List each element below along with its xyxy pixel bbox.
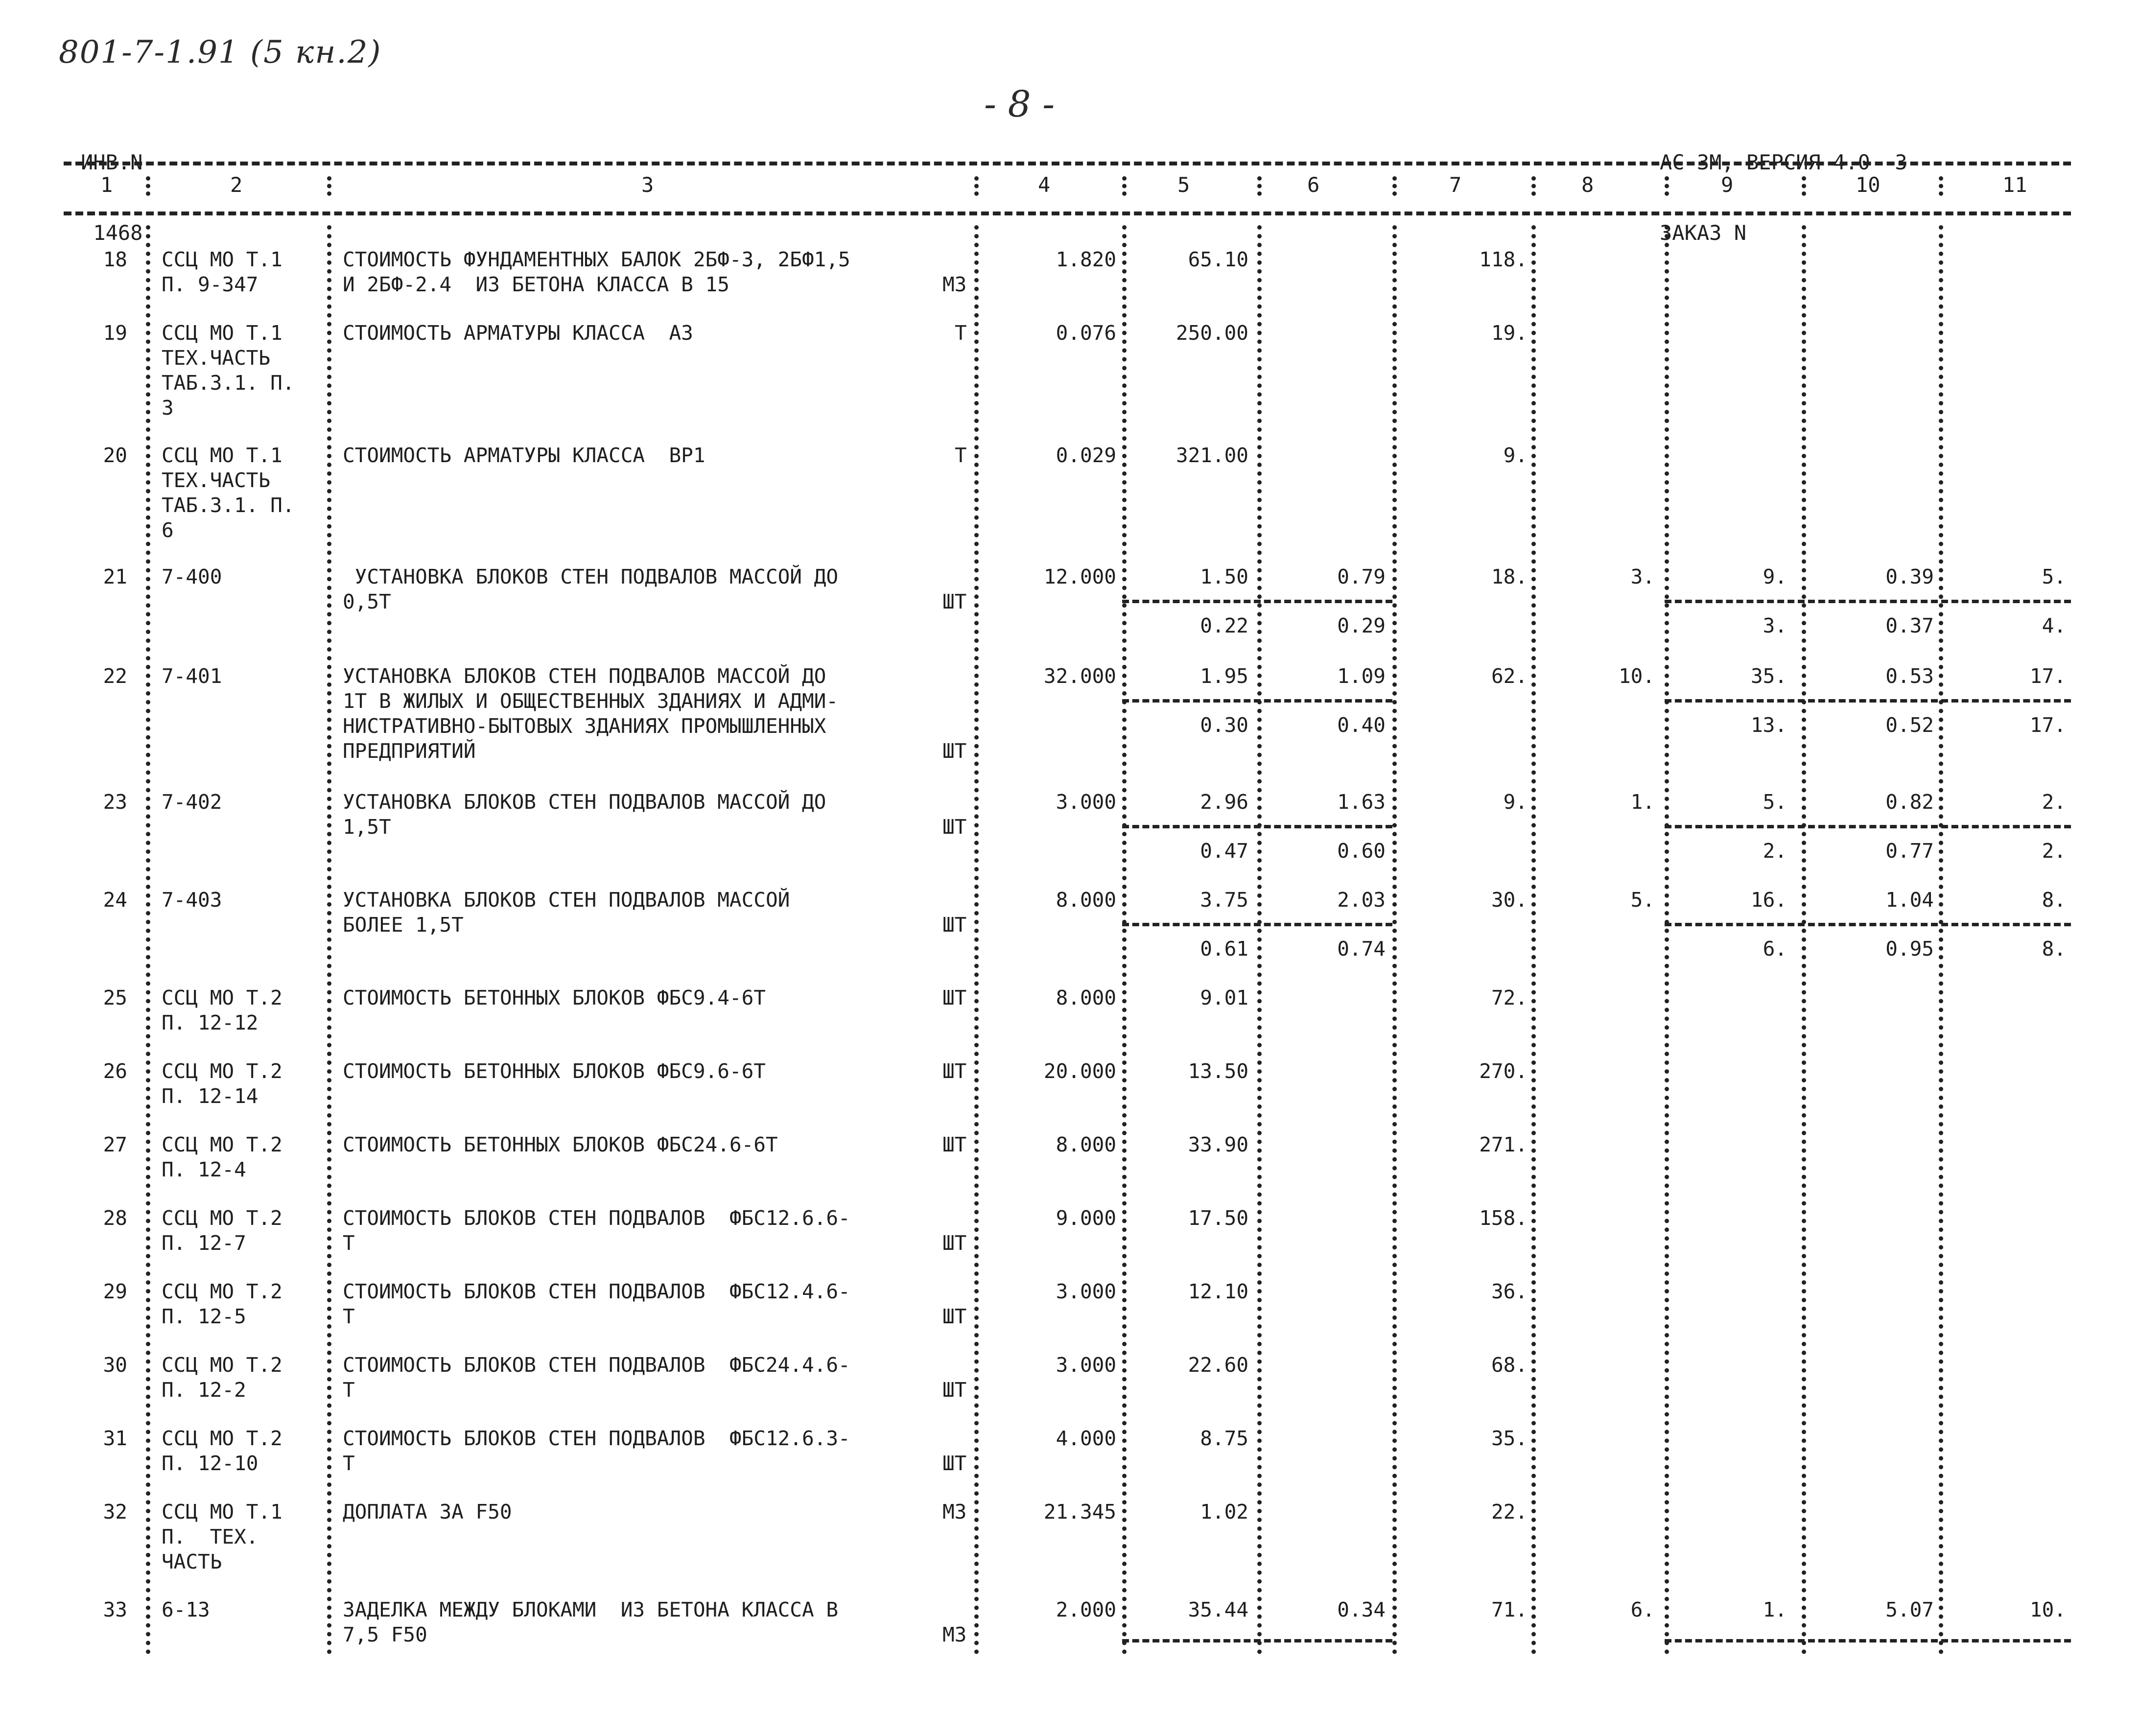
row-number: 33 (103, 1598, 127, 1621)
total-cost: 30. (1491, 888, 1528, 912)
unit: ШТ (942, 1133, 967, 1156)
code-line: 7-403 (162, 888, 222, 912)
unit-cost: 12.10 (1188, 1280, 1248, 1303)
sub-row-divider (1665, 825, 2071, 828)
sub-row-divider (1665, 600, 2071, 603)
total-cost: 72. (1491, 986, 1528, 1009)
sub-row-divider (1122, 1639, 1392, 1642)
header-separator (327, 176, 331, 196)
column-number: 11 (2002, 173, 2027, 197)
header-separator (1122, 176, 1127, 196)
unit: ШТ (942, 913, 967, 937)
labor-total: 2. (2042, 790, 2066, 814)
code-line: 6 (162, 518, 174, 542)
unit: М3 (942, 1500, 967, 1524)
code-line: ССЦ МО Т.1 (162, 248, 282, 271)
machine-cost-secondary: 13. (1750, 713, 1787, 737)
code-line: 7-401 (162, 664, 222, 688)
unit-cost: 65.10 (1188, 248, 1248, 271)
total-cost: 62. (1491, 664, 1528, 688)
row-number: 19 (103, 321, 127, 345)
unit-cost: 17.50 (1188, 1206, 1248, 1230)
quantity: 0.029 (1056, 444, 1116, 467)
quantity: 3.000 (1056, 1280, 1116, 1303)
unit: ШТ (942, 1452, 967, 1475)
description-line: СТОИМОСТЬ БЕТОННЫХ БЛОКОВ ФБС24.6-6Т (343, 1133, 778, 1156)
labor-unit: 0.53 (1885, 664, 1934, 688)
labor-total-secondary: 8. (2042, 937, 2066, 961)
row-number: 20 (103, 444, 127, 467)
header-separator (1257, 176, 1262, 196)
header-rule-bottom (64, 211, 2071, 215)
description-line: УСТАНОВКА БЛОКОВ СТЕН ПОДВАЛОВ МАССОЙ ДО (343, 790, 826, 814)
quantity: 9.000 (1056, 1206, 1116, 1230)
total-cost: 18. (1491, 565, 1528, 588)
description-line: Т (343, 1305, 355, 1328)
total-cost: 36. (1491, 1280, 1528, 1303)
quantity: 12.000 (1043, 565, 1116, 588)
labor-unit-secondary: 0.52 (1885, 713, 1934, 737)
column-number: 6 (1307, 173, 1320, 197)
total-cost: 71. (1491, 1598, 1528, 1621)
unit-cost: 35.44 (1188, 1598, 1248, 1621)
total-cost: 19. (1491, 321, 1528, 345)
description-line: СТОИМОСТЬ БЛОКОВ СТЕН ПОДВАЛОВ ФБС24.4.6- (343, 1353, 850, 1377)
unit: ШТ (942, 1059, 967, 1083)
header-rule-top (64, 162, 2071, 165)
code-line: П. 12-7 (162, 1231, 246, 1255)
description-line: Т (343, 1231, 355, 1255)
total-cost: 35. (1491, 1427, 1528, 1450)
header-separator (1392, 176, 1397, 196)
code-line: П. 12-4 (162, 1158, 246, 1181)
labor-unit: 5.07 (1885, 1598, 1934, 1621)
quantity: 3.000 (1056, 790, 1116, 814)
code-line: ТАБ.3.1. П. (162, 371, 295, 395)
unit: Т (955, 321, 967, 345)
wage-cost: 2.03 (1337, 888, 1386, 912)
total-cost: 22. (1491, 1500, 1528, 1524)
description-line: СТОИМОСТЬ БЛОКОВ СТЕН ПОДВАЛОВ ФБС12.4.6- (343, 1280, 850, 1303)
machine-cost: 1. (1763, 1598, 1787, 1621)
unit: ШТ (942, 1231, 967, 1255)
code-line: 6-13 (162, 1598, 210, 1621)
total-wage: 3. (1630, 565, 1655, 588)
description-line: 1Т В ЖИЛЫХ И ОБЩЕСТВЕННЫХ ЗДАНИЯХ И АДМИ- (343, 689, 839, 713)
code-line: ССЦ МО Т.1 (162, 1500, 282, 1524)
code-line: П. 12-10 (162, 1452, 259, 1475)
header-separator (146, 176, 150, 196)
inventory-label: ИНВ.N (81, 150, 143, 174)
description-line: Т (343, 1452, 355, 1475)
code-line: ССЦ МО Т.2 (162, 1206, 282, 1230)
labor-unit-secondary: 0.37 (1885, 614, 1934, 637)
unit: ШТ (942, 590, 967, 613)
unit-cost-secondary: 0.22 (1200, 614, 1248, 637)
row-number: 24 (103, 888, 127, 912)
quantity: 0.076 (1056, 321, 1116, 345)
labor-total: 5. (2042, 565, 2066, 588)
labor-total: 8. (2042, 888, 2066, 912)
wage-cost: 1.09 (1337, 664, 1386, 688)
column-separator (1392, 225, 1397, 1655)
machine-cost-secondary: 2. (1763, 839, 1787, 863)
description-line: СТОИМОСТЬ БЛОКОВ СТЕН ПОДВАЛОВ ФБС12.6.3- (343, 1427, 850, 1450)
code-line: 7-402 (162, 790, 222, 814)
handwritten-document-code: 801-7-1.91 (5 кн.2) (59, 34, 382, 70)
description-line: 0,5Т (343, 590, 391, 613)
sub-row-divider (1122, 699, 1392, 703)
inventory-value: 1468 (81, 221, 143, 245)
column-separator (1939, 225, 1943, 1655)
header-separator (1939, 176, 1943, 196)
labor-total: 10. (2029, 1598, 2066, 1621)
total-wage: 1. (1630, 790, 1655, 814)
column-number: 10 (1856, 173, 1881, 197)
wage-cost: 0.79 (1337, 565, 1386, 588)
description-line: СТОИМОСТЬ АРМАТУРЫ КЛАССА А3 (343, 321, 693, 345)
row-number: 18 (103, 248, 127, 271)
column-number: 4 (1038, 173, 1051, 197)
quantity: 1.820 (1056, 248, 1116, 271)
quantity: 8.000 (1056, 888, 1116, 912)
machine-cost: 16. (1750, 888, 1787, 912)
row-number: 31 (103, 1427, 127, 1450)
code-line: 3 (162, 396, 174, 420)
code-line: ССЦ МО Т.1 (162, 444, 282, 467)
code-line: ССЦ МО Т.2 (162, 1353, 282, 1377)
row-number: 28 (103, 1206, 127, 1230)
total-cost: 270. (1479, 1059, 1528, 1083)
labor-unit-secondary: 0.95 (1885, 937, 1934, 961)
sub-row-divider (1122, 825, 1392, 828)
column-separator (974, 225, 979, 1655)
column-separator (1531, 225, 1536, 1655)
unit-cost: 22.60 (1188, 1353, 1248, 1377)
total-cost: 118. (1479, 248, 1528, 271)
unit: М3 (942, 1623, 967, 1646)
unit-cost: 1.02 (1200, 1500, 1248, 1524)
column-separator (1802, 225, 1806, 1655)
description-line: СТОИМОСТЬ БЛОКОВ СТЕН ПОДВАЛОВ ФБС12.6.6- (343, 1206, 850, 1230)
unit-cost: 13.50 (1188, 1059, 1248, 1083)
unit-cost-secondary: 0.47 (1200, 839, 1248, 863)
column-number: 1 (100, 173, 113, 197)
column-separator (1122, 225, 1127, 1655)
column-separator (146, 225, 150, 1655)
column-number: 8 (1581, 173, 1594, 197)
unit: Т (955, 444, 967, 467)
unit-cost: 321.00 (1176, 444, 1248, 467)
order-number: ЗАКАЗ N (1660, 221, 1747, 245)
description-line: СТОИМОСТЬ ФУНДАМЕНТНЫХ БАЛОК 2БФ-3, 2БФ1,5 (343, 248, 850, 271)
unit-cost: 250.00 (1176, 321, 1248, 345)
header-separator (1665, 176, 1669, 196)
labor-total-secondary: 2. (2042, 839, 2066, 863)
wage-cost-secondary: 0.74 (1337, 937, 1386, 961)
code-line: ТЕХ.ЧАСТЬ (162, 469, 271, 492)
machine-cost: 9. (1763, 565, 1787, 588)
code-line: П. 9-347 (162, 273, 259, 296)
code-line: ТЕХ.ЧАСТЬ (162, 346, 271, 370)
sub-row-divider (1665, 1639, 2071, 1642)
machine-cost-secondary: 6. (1763, 937, 1787, 961)
labor-total: 17. (2029, 664, 2066, 688)
wage-cost: 0.34 (1337, 1598, 1386, 1621)
total-wage: 6. (1630, 1598, 1655, 1621)
quantity: 2.000 (1056, 1598, 1116, 1621)
labor-unit: 0.39 (1885, 565, 1934, 588)
unit-cost: 2.96 (1200, 790, 1248, 814)
quantity: 21.345 (1043, 1500, 1116, 1524)
code-line: 7-400 (162, 565, 222, 588)
row-number: 27 (103, 1133, 127, 1156)
sub-row-divider (1122, 600, 1392, 603)
quantity: 4.000 (1056, 1427, 1116, 1450)
row-number: 25 (103, 986, 127, 1009)
quantity: 3.000 (1056, 1353, 1116, 1377)
code-line: ССЦ МО Т.1 (162, 321, 282, 345)
wage-cost-secondary: 0.60 (1337, 839, 1386, 863)
unit-cost-secondary: 0.61 (1200, 937, 1248, 961)
unit: ШТ (942, 1378, 967, 1402)
code-line: ССЦ МО Т.2 (162, 1427, 282, 1450)
quantity: 32.000 (1043, 664, 1116, 688)
description-line: ЗАДЕЛКА МЕЖДУ БЛОКАМИ ИЗ БЕТОНА КЛАССА В (343, 1598, 839, 1621)
unit-cost: 1.50 (1200, 565, 1248, 588)
unit: М3 (942, 273, 967, 296)
description-line: СТОИМОСТЬ БЕТОННЫХ БЛОКОВ ФБС9.6-6Т (343, 1059, 766, 1083)
code-line: П. 12-14 (162, 1084, 259, 1108)
sub-row-divider (1665, 923, 2071, 926)
description-line: Т (343, 1378, 355, 1402)
unit-cost: 8.75 (1200, 1427, 1248, 1450)
unit-cost: 33.90 (1188, 1133, 1248, 1156)
unit-cost-secondary: 0.30 (1200, 713, 1248, 737)
sub-row-divider (1122, 923, 1392, 926)
code-line: ССЦ МО Т.2 (162, 1133, 282, 1156)
total-cost: 9. (1503, 790, 1528, 814)
description-line: 1,5Т (343, 815, 391, 839)
wage-cost-secondary: 0.29 (1337, 614, 1386, 637)
column-number: 5 (1177, 173, 1190, 197)
code-line: ССЦ МО Т.2 (162, 1280, 282, 1303)
code-line: ЧАСТЬ (162, 1550, 222, 1573)
description-line: ДОПЛАТА ЗА F50 (343, 1500, 512, 1524)
labor-total-secondary: 17. (2029, 713, 2066, 737)
total-wage: 5. (1630, 888, 1655, 912)
code-line: П. 12-12 (162, 1011, 259, 1034)
labor-unit: 1.04 (1885, 888, 1934, 912)
labor-total-secondary: 4. (2042, 614, 2066, 637)
machine-cost: 5. (1763, 790, 1787, 814)
total-wage: 10. (1618, 664, 1655, 688)
description-line: УСТАНОВКА БЛОКОВ СТЕН ПОДВАЛОВ МАССОЙ ДО (343, 664, 826, 688)
description-line: УСТАНОВКА БЛОКОВ СТЕН ПОДВАЛОВ МАССОЙ ДО (343, 565, 839, 588)
row-number: 26 (103, 1059, 127, 1083)
column-separator (1257, 225, 1262, 1655)
description-line: ПРЕДПРИЯТИЙ (343, 739, 476, 763)
unit-cost: 1.95 (1200, 664, 1248, 688)
total-cost: 158. (1479, 1206, 1528, 1230)
column-number: 3 (641, 173, 654, 197)
unit: ШТ (942, 739, 967, 763)
code-line: ССЦ МО Т.2 (162, 1059, 282, 1083)
wage-cost: 1.63 (1337, 790, 1386, 814)
column-number: 9 (1721, 173, 1734, 197)
labor-unit-secondary: 0.77 (1885, 839, 1934, 863)
sub-row-divider (1665, 699, 2071, 703)
page-number: - 8 - (984, 83, 1055, 125)
description-line: 7,5 F50 (343, 1623, 427, 1646)
machine-cost-secondary: 3. (1763, 614, 1787, 637)
description-line: СТОИМОСТЬ БЕТОННЫХ БЛОКОВ ФБС9.4-6Т (343, 986, 766, 1009)
unit-cost: 3.75 (1200, 888, 1248, 912)
row-number: 23 (103, 790, 127, 814)
description-line: И 2БФ-2.4 ИЗ БЕТОНА КЛАССА В 15 (343, 273, 729, 296)
code-line: ТАБ.3.1. П. (162, 493, 295, 517)
header-separator (974, 176, 979, 196)
code-line: П. 12-5 (162, 1305, 246, 1328)
description-line: БОЛЕЕ 1,5Т (343, 913, 464, 937)
row-number: 21 (103, 565, 127, 588)
code-line: П. ТЕХ. (162, 1525, 259, 1548)
description-line: НИСТРАТИВНО-БЫТОВЫХ ЗДАНИЯХ ПРОМЫШЛЕННЫХ (343, 714, 826, 738)
program-version: АС-3М, ВЕРСИЯ 4.0 3 (1660, 150, 1907, 174)
labor-unit: 0.82 (1885, 790, 1934, 814)
row-number: 32 (103, 1500, 127, 1524)
total-cost: 271. (1479, 1133, 1528, 1156)
code-line: П. 12-2 (162, 1378, 246, 1402)
row-number: 29 (103, 1280, 127, 1303)
column-separator (327, 225, 331, 1655)
unit: ШТ (942, 815, 967, 839)
code-line: ССЦ МО Т.2 (162, 986, 282, 1009)
wage-cost-secondary: 0.40 (1337, 713, 1386, 737)
row-number: 22 (103, 664, 127, 688)
machine-cost: 35. (1750, 664, 1787, 688)
quantity: 20.000 (1043, 1059, 1116, 1083)
row-number: 30 (103, 1353, 127, 1377)
column-separator (1665, 225, 1669, 1655)
header-separator (1531, 176, 1536, 196)
total-cost: 9. (1503, 444, 1528, 467)
column-number: 2 (230, 173, 243, 197)
unit-cost: 9.01 (1200, 986, 1248, 1009)
description-line: СТОИМОСТЬ АРМАТУРЫ КЛАССА ВР1 (343, 444, 705, 467)
column-number: 7 (1449, 173, 1462, 197)
quantity: 8.000 (1056, 986, 1116, 1009)
description-line: УСТАНОВКА БЛОКОВ СТЕН ПОДВАЛОВ МАССОЙ (343, 888, 790, 912)
total-cost: 68. (1491, 1353, 1528, 1377)
unit: ШТ (942, 986, 967, 1009)
unit: ШТ (942, 1305, 967, 1328)
header-separator (1802, 176, 1806, 196)
quantity: 8.000 (1056, 1133, 1116, 1156)
